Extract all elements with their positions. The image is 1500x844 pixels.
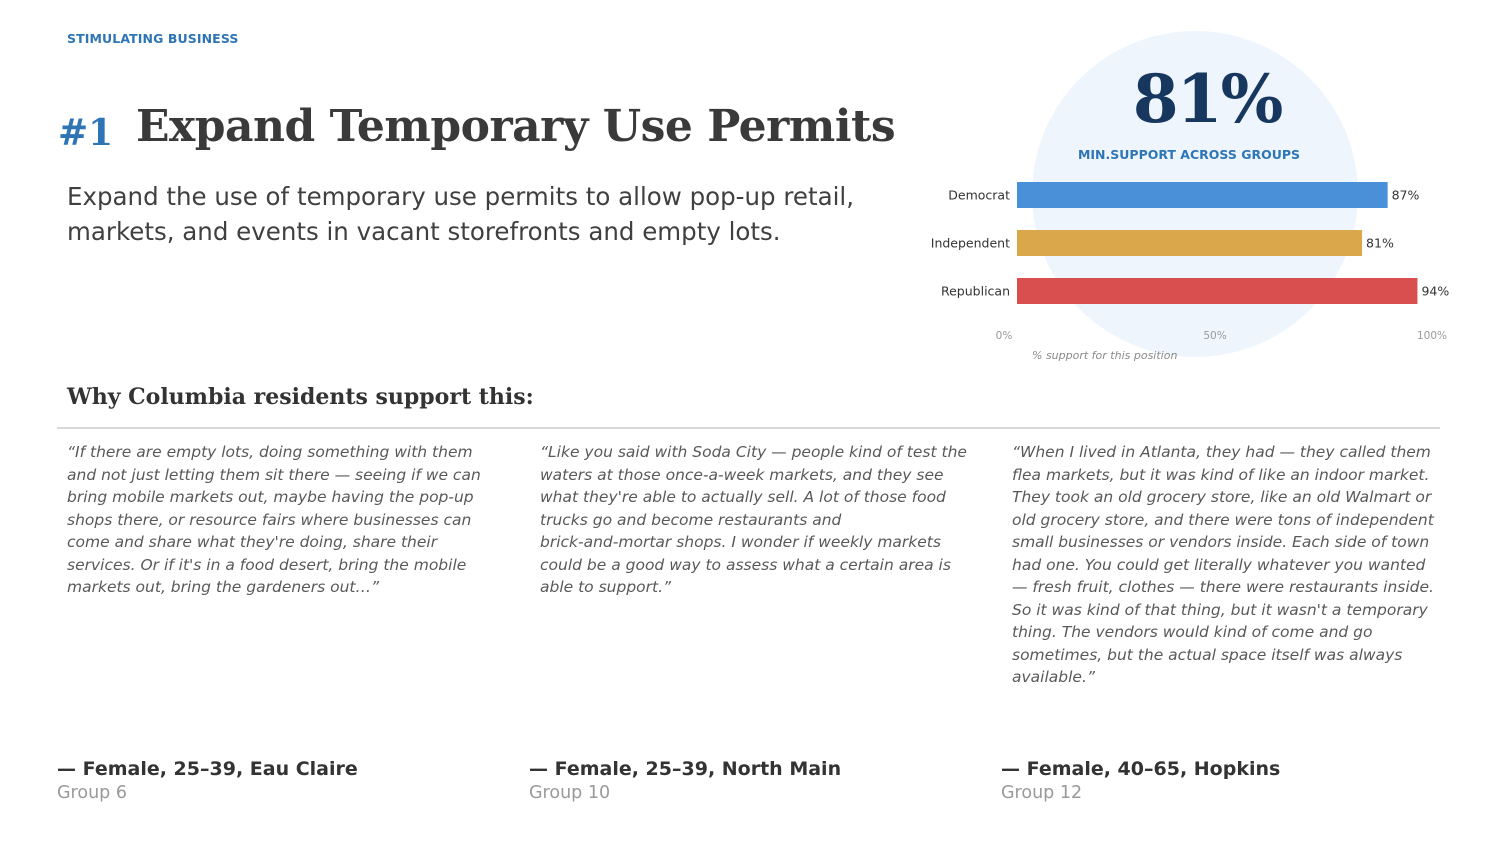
quote-1-attribution: — Female, 25–39, Eau Claire <box>57 758 358 780</box>
quote-line: could be a good way to assess what a certain area is <box>540 555 951 574</box>
section-divider <box>57 427 1440 429</box>
support-bar-chart <box>920 170 1460 350</box>
quote-line: small businesses or vendors inside. Each side of town <box>1012 533 1430 551</box>
quote-line: “If there are empty lots, doing something with them <box>67 443 473 461</box>
quote-2-attribution: — Female, 25–39, North Main <box>529 758 842 780</box>
quote-1-group: Group 6 <box>57 783 127 803</box>
quote-line: They took an old grocery store, like an old Walmart or <box>1012 488 1432 506</box>
quote-1 <box>67 441 481 599</box>
bar <box>1017 278 1417 304</box>
bar <box>1017 182 1388 208</box>
x-tick-label: 0% <box>995 330 1013 342</box>
quote-line: markets out, bring the gardeners out…” <box>67 578 380 596</box>
why-heading: Why Columbia residents support this: <box>67 384 534 410</box>
quote-line: services. Or if it's in a food desert, bring the mobile <box>67 555 467 574</box>
quote-line: what they're able to actually sell. A lot of those food <box>540 488 946 506</box>
quote-line: brick-and-mortar shops. I wonder if weekly markets <box>540 533 941 551</box>
quote-line: “When I lived in Atlanta, they had — they called them <box>1012 443 1431 461</box>
quote-line: and not just letting them sit there — seeing if we can <box>67 465 481 484</box>
policy-description: Expand the use of temporary use permits to allow pop-up retail, markets, and events in vacant storefronts and empty lots. <box>67 182 855 246</box>
bar-value-label: 81% <box>1366 235 1394 251</box>
quote-line: trucks go and become restaurants and <box>540 510 842 529</box>
quote-line: able to support.” <box>540 578 672 596</box>
bar <box>1017 230 1362 256</box>
quote-line: waters at those once-a-week markets, and they see <box>540 465 944 484</box>
quote-line: come and share what they're doing, share their <box>67 533 438 551</box>
quote-line: thing. The vendors would kind of come and go <box>1012 623 1373 641</box>
bar-category-label: Democrat <box>948 187 1010 203</box>
headline-percentage-label: MIN.SUPPORT ACROSS GROUPS <box>1077 147 1301 162</box>
quote-3-attribution: — Female, 40–65, Hopkins <box>1001 758 1281 780</box>
chart-caption: % support for this position <box>1032 349 1178 362</box>
bar-category-label: Independent <box>930 235 1010 251</box>
quote-line: “Like you said with Soda City — people kind of test the <box>540 443 967 461</box>
rank-number: #1 <box>58 112 114 154</box>
quote-line: bring mobile markets out, maybe having the pop-up <box>67 488 474 506</box>
bar-value-label: 87% <box>1391 187 1420 203</box>
x-tick-label: 50% <box>1203 330 1227 342</box>
quote-line: sometimes, but the actual space itself was always <box>1012 645 1403 664</box>
headline-percentage: 81% <box>1132 60 1282 138</box>
quote-3-group: Group 12 <box>1001 783 1083 803</box>
x-tick-label: 100% <box>1416 330 1448 342</box>
quote-line: old grocery store, and there were tons of independent <box>1012 510 1434 529</box>
quote-line: had one. You could get literally whatever you wanted <box>1012 555 1426 574</box>
quote-line: So it was kind of that thing, but it wasn't a temporary <box>1012 600 1428 619</box>
quote-3 <box>1012 441 1434 689</box>
bar-category-label: Republican <box>940 283 1010 299</box>
quote-line: shops there, or resource fairs where businesses can <box>67 510 472 529</box>
quote-line: flea markets, but it was kind of like an indoor market. <box>1012 465 1430 484</box>
quote-line: — fresh fruit, clothes — there were restaurants inside. <box>1012 578 1434 596</box>
quote-line: available.” <box>1012 668 1095 686</box>
page-title: Expand Temporary Use Permits <box>136 101 896 152</box>
bar-value-label: 94% <box>1421 283 1450 299</box>
quote-2 <box>540 441 967 599</box>
section-label: STIMULATING BUSINESS <box>67 31 239 46</box>
quote-2-group: Group 10 <box>529 783 611 803</box>
